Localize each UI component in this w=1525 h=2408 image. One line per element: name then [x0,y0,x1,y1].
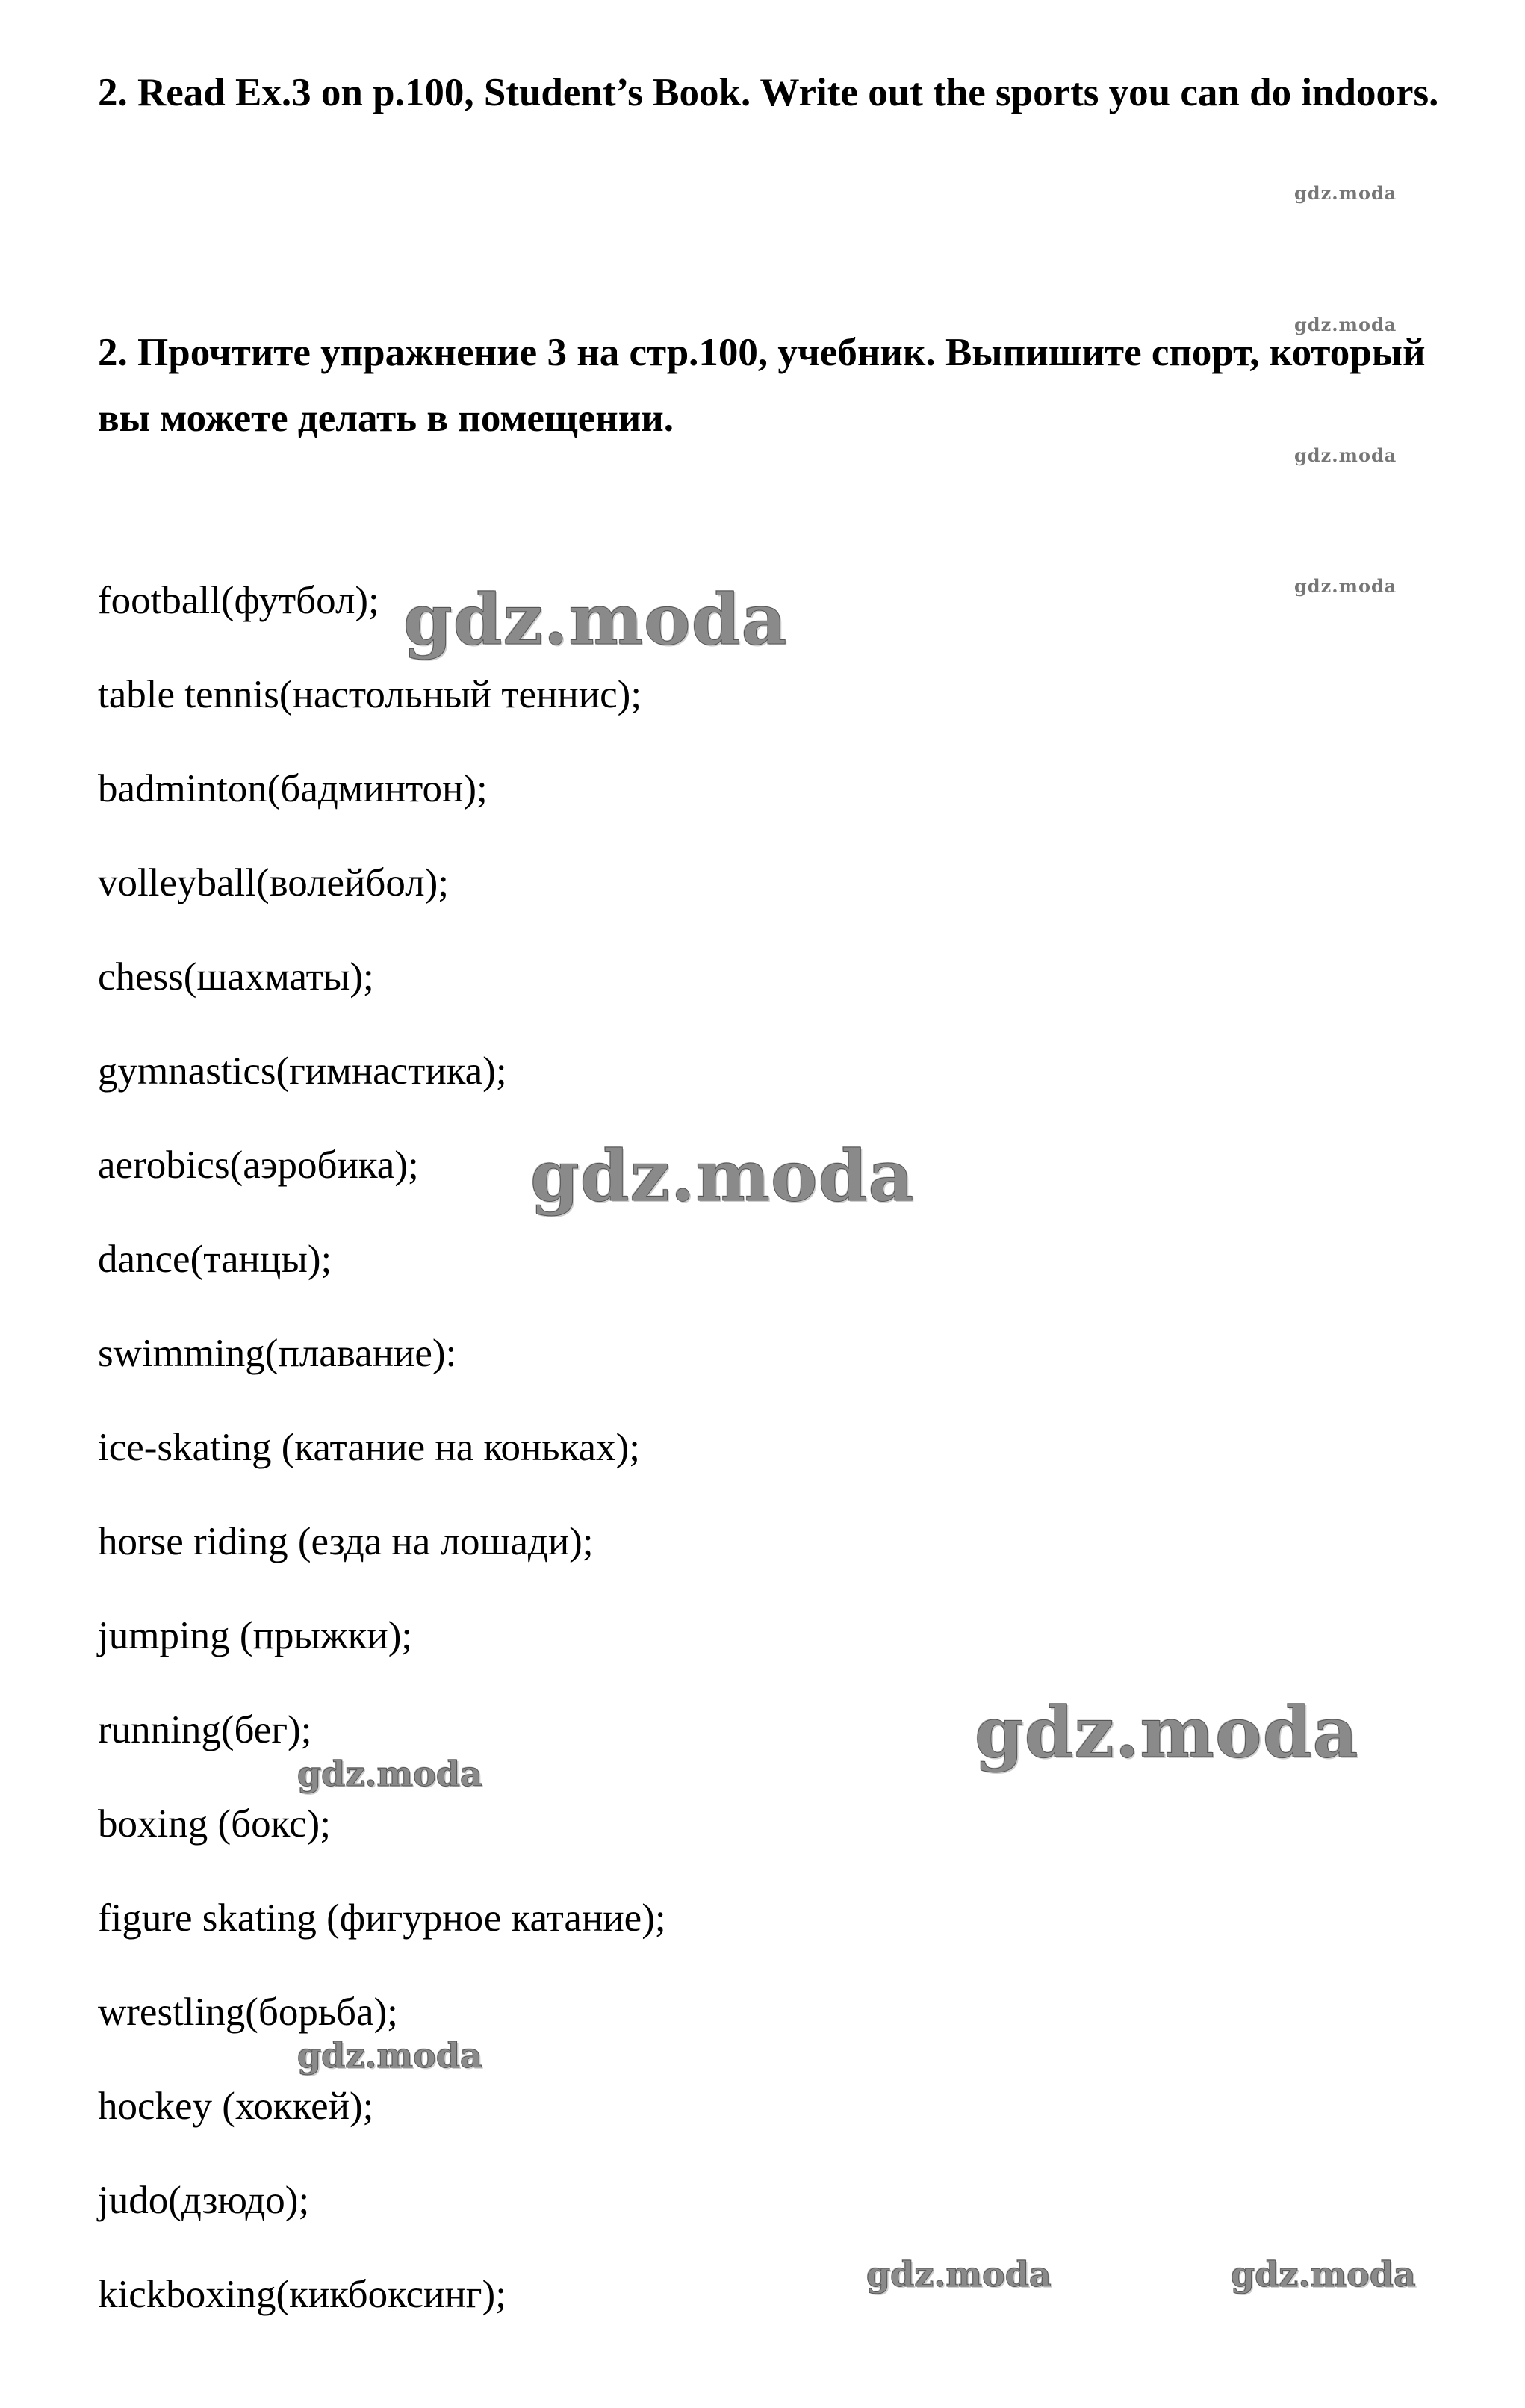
watermark: gdz.moda [297,1754,482,1794]
list-item: aerobics(аэробика); [98,1144,419,1187]
list-item: running(бег); [98,1708,312,1751]
sports-list [98,568,666,2356]
list-item: ice-skating (катание на коньках); [98,1426,640,1469]
list-item: gymnastics(гимнастика); [98,1049,507,1093]
watermark: gdz.moda [297,2035,482,2076]
watermark: gdz.moda [1294,314,1397,335]
list-item: boxing (бокс); [98,1802,331,1846]
list-item: dance(танцы); [98,1238,332,1281]
list-item: kickboxing(кикбоксинг); [98,2273,506,2316]
list-item: badminton(бадминтон); [98,767,488,810]
list-item: football(футбол); [98,579,379,622]
list-item: wrestling(борьба); [98,1990,398,2034]
list-item: horse riding (езда на лошади); [98,1520,594,1563]
watermark: gdz.moda [866,2254,1052,2294]
list-item: judo(дзюдо); [98,2179,310,2222]
watermark: gdz.moda [530,1135,915,1217]
list-item: volleyball(волейбол); [98,861,449,904]
watermark: gdz.moda [403,579,788,661]
list-item: jumping (прыжки); [98,1614,413,1657]
task-heading-english: 2. Read Ex.3 on p.100, Student’s Book. Write out the sports you can do indoors. [98,71,1439,114]
list-item: table tennis(настольный теннис); [98,673,642,716]
list-item: hockey (хоккей); [98,2085,374,2128]
watermark: gdz.moda [1294,182,1397,204]
list-item: figure skating (фигурное катание); [98,1896,666,1940]
list-item: swimming(плавание): [98,1332,457,1375]
watermark: gdz.moda [1231,2254,1416,2294]
list-item: chess(шахматы); [98,955,374,999]
task-heading-russian: 2. Прочтите упражнение 3 на стр.100, учебник. Выпишите спорт, который вы можете делать в помещении. [98,331,1426,440]
watermark: gdz.moda [1294,575,1397,597]
watermark: gdz.moda [975,1692,1359,1774]
watermark: gdz.moda [1294,444,1397,466]
